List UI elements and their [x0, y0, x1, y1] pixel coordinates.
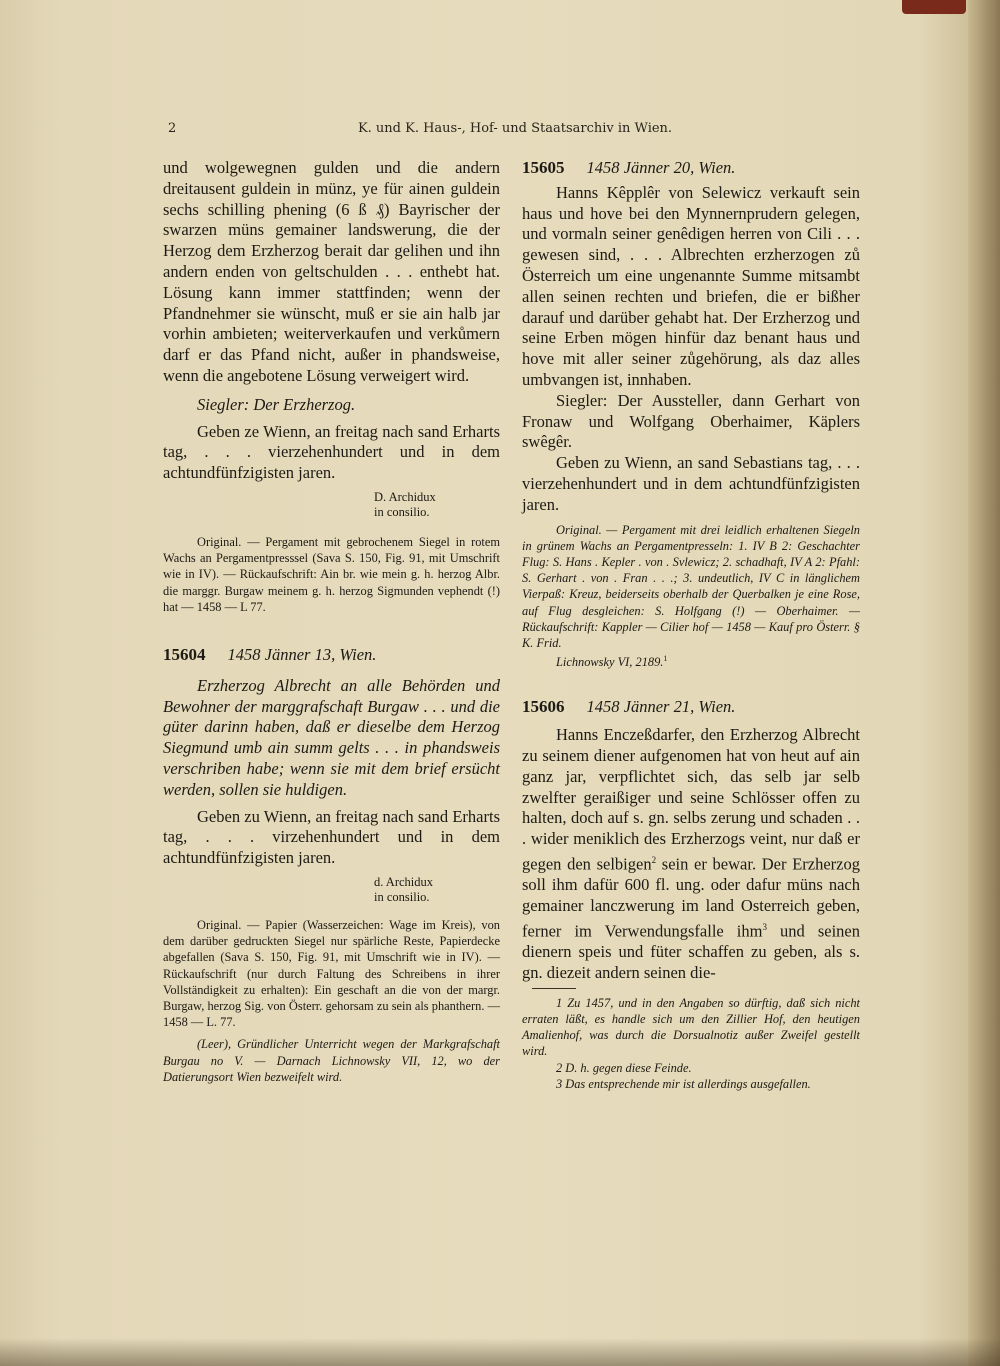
running-title: K. und K. Haus-, Hof- und Staatsarchiv in Wien. — [357, 121, 673, 136]
dating-clause: Geben zu Wienn, an sand Sebastians tag, . . . vierzehenhundert und in dem achtundfünfzigisten jaren. — [522, 453, 860, 514]
entry-number: 15606 — [522, 696, 565, 716]
regest-text: Erzherzog Albrecht an alle Behörden und Bewohner der marggrafschaft Burgaw . . . und die güter darinn haben, daß er dieselbe dem Herzog Siegmund umb ain summ gelts . . . in phandsweis verschriben habe; wenn sie mit dem brief ersücht werden, sollen sie huldigen. — [163, 675, 500, 799]
siegler-line: Siegler: Der Erzherzog. — [197, 394, 356, 414]
archival-note: Original. — Pergament mit gebrochenem Siegel in rotem Wachs an Pergamentpresssel (Sava S. 150, Fig. 91, mit Umschrift wie in IV). — Rückaufschrift: Ain br. wie mein g. h. herzog Albr. die marggr. Burgaw meinem g. h. herzog Sigmunden vephendt (!) hat — 1458 — L 77. — [163, 534, 500, 614]
signature-block — [163, 490, 454, 520]
paragraph: und wolgewegnen gulden und die andern dreitausent guldein in münz, ye für ainen guldein sechs schilling phening (6 ß ₰) Bayrischer der swarzen müns gemainer landswerung, die der Herzog dem Erzherzog berait dar gelihen und ihn andern enden von geltschulden . . . enthebt hat. Lösung kann immer stattfinden; wenn der Pfandnehmer sie wünscht, muß er sie ain halb jar vorhin ambieten; weiterverkaufen und verkůmern darf er das Pfand nicht, außer in phandsweise, wenn die angebotene Lösung verweigert wird. — [163, 158, 500, 385]
signature-line: in consilio. — [374, 504, 430, 519]
regest-text: Hanns Enczeßdarfer, den Erzherzog Albrecht zu seinem diener aufgenomen hat von heut auf ain ganz jar, verpflichtet sich, das selb jar selb zwelfter geraißiger und seine Schlösser offen zu halten, doch auf s. gn. selbs zerung und schaden . . . wider meniklich des Erzherzogs veint, nur daß er gegen den selbigen$^2$ sein er bewar. Der Erzherzog soll ihm dafür 600 fl. ung. oder dafur müns nach gemainer lanczwerung im land Osterreich geben, ferner im Verwendungsfalle ihm$^3$ und seinen dienern speis und füter schaffen zu geben, als s. gn. diezeit andern seinen die- — [522, 725, 861, 983]
archival-note: Original. — Papier (Wasserzeichen: Wage im Kreis), von dem darüber gedruckten Siegel nur spärliche Reste, Papierdecke abgefallen (Sava S. 150, Fig. 91, mit Umschrift wie in IV). — Rückaufschrift (nur durch Faltung des Schreibens in ihrer Vollständigkeit zu erhalten): Ein geschaft an die von der margr. Burgaw, herzog Sig. von Österr. gehorsam zu sein als phanthern. — 1458 — L. 77. — [163, 917, 500, 1030]
signature-line: D. Archidux — [374, 489, 436, 504]
entry-heading — [163, 645, 500, 666]
dating-clause: Geben zu Wienn, an freitag nach sand Erharts tag, . . . virzehenhundert und in dem achtundfünfzigisten jaren. — [163, 806, 500, 868]
page-edge — [968, 0, 1000, 1366]
signature-block — [163, 875, 454, 905]
signature-line: in consilio. — [374, 889, 430, 904]
footnote: 2 D. h. gegen diese Feinde. — [556, 1060, 692, 1075]
page-number: 2 — [168, 121, 177, 136]
entry-date: 1458 Jänner 13, Wien. — [227, 644, 377, 664]
signature-line: d. Archidux — [374, 874, 434, 889]
entry-heading — [522, 697, 860, 718]
page-shadow — [0, 1338, 1000, 1366]
entry-date: 1458 Jänner 20, Wien. — [586, 158, 736, 177]
entry-heading — [522, 158, 860, 179]
footnote: 3 Das entsprechende mir ist allerdings ausgefallen. — [556, 1076, 811, 1091]
literature-ref: Lichnowsky VI, 2189.$^1$ — [556, 654, 668, 670]
entry-number: 15605 — [522, 158, 565, 177]
entry-number: 15604 — [163, 644, 206, 664]
entry-date: 1458 Jänner 21, Wien. — [586, 696, 736, 716]
archival-note: (Leer), Gründlicher Unterricht wegen der Markgrafschaft Burgau no V. — Darnach Lichnowsky VII, 12, wo der Datierungsort Wien bezweifelt wird. — [163, 1037, 500, 1084]
siegler-line: Siegler: Der Aussteller, dann Gerhart von Fronaw und Wolfgang Oberhaimer, Käplers swêgêr. — [522, 390, 860, 452]
archival-note: Original. — Pergament mit drei leidlich erhaltenen Siegeln in grünem Wachs an Pergamentpresseln: 1. IV B 2: Geschachter Flug: S. Hans . Kepler . von . Svlewicz; 2. schadhaft, IV A 2: Pfahl: S. Gerhart . von . Fran . . .; 3. undeutlich, IV C in länglichem Vierpaß: Kreuz, beiderseits oberhalb der Querbalken je eine Rose, auf Flug desgleichen: S. Holfgang (!) — Oberhaimer. — Rückaufschrift: Kappler — Cilier hof — 1458 — Kauf pro Österr. § K. Frid. — [522, 522, 860, 650]
footnote-rule — [532, 988, 576, 989]
bookmark-tab — [902, 0, 966, 14]
left-column — [163, 158, 500, 1085]
right-column — [522, 158, 860, 1092]
regest-text: Hanns Kêpplêr von Selewicz verkauft sein haus und hove bei den Mynnernprudern gelegen, und vormaln seiner genêdigen herren von Cili . . . gewesen sind, . . . Albrechten erzherzogen zů Österreich um eine ungenannte Summe mitsambt allen seinen rechten und briefen, die er bißher darauf und darüber gehabt hat. Der Erzherzog und seine Erben mögen hinfür daz benant haus und hove mit aller seiner zůgehörung, als daz alles umbvangen ist, innhaben. — [522, 182, 860, 389]
footnote: 1 Zu 1457, und in den Angaben so dürftig, daß sich nicht erraten läßt, es handle sich um den Zillier Hof, den heutigen Amalienhof, was durch die Dorsualnotiz außer Zweifel gestellt wird. — [522, 995, 860, 1059]
dating-clause: Geben ze Wienn, an freitag nach sand Erharts tag, . . . vierzehenhundert und in dem achtundfünfzigisten jaren. — [163, 421, 500, 483]
